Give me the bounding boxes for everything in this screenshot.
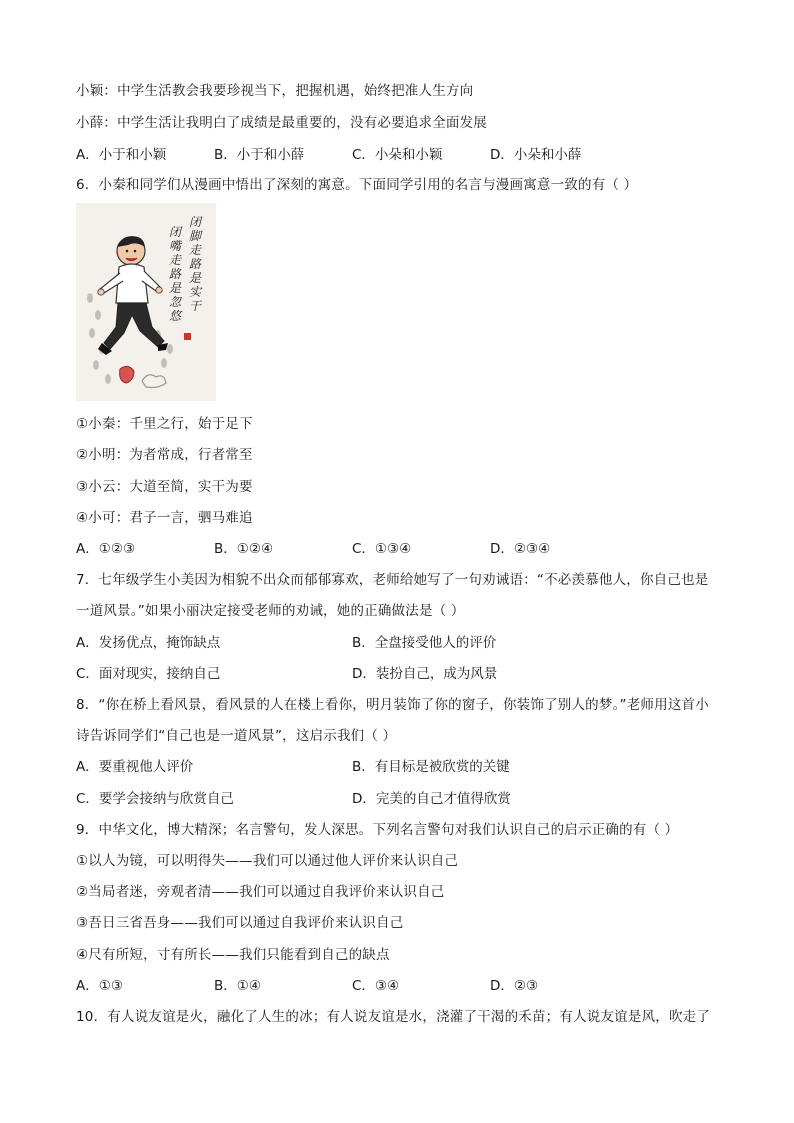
option-c: C．要学会接纳与欣赏自己 (76, 791, 234, 807)
question-7-line-1: 7．七年级学生小美因为相貌不出众而郁郁寡欢，老师给她写了一句劝诫语：“不必羡慕他人，你自己也是 (76, 572, 709, 588)
option-a: A．发扬优点，掩饰缺点 (76, 635, 221, 651)
option-d: D．小朵和小薛 (490, 147, 582, 163)
option-c: C．面对现实，接纳自己 (76, 666, 221, 682)
statement-1: ①小秦：千里之行，始于足下 (76, 416, 253, 432)
statement-2: ②当局者迷，旁观者清——我们可以通过自我评价来认识自己 (76, 884, 445, 900)
text-line: 小薛：中学生活让我明白了成绩是最重要的，没有必要追求全面发展 (76, 115, 487, 131)
question-8-line-1: 8．“你在桥上看风景，看风景的人在楼上看你，明月装饰了你的窗子，你装饰了别人的梦。”老师用这首小 (76, 697, 709, 713)
text-line: 小颖：中学生活教会我要珍视当下，把握机遇，始终把准人生方向 (76, 83, 474, 99)
statement-2: ②小明：为者常成，行者常至 (76, 447, 253, 463)
statement-3: ③小云：大道至简，实干为要 (76, 479, 253, 495)
statement-3: ③吾日三省吾身——我们可以通过自我评价来认识自己 (76, 915, 404, 931)
question-9: 9．中华文化，博大精深；名言警句，发人深思。下列名言警句对我们认识自己的启示正确的有（ ） (76, 822, 679, 838)
question-10: 10．有人说友谊是火，融化了人生的冰；有人说友谊是水，浇灌了干渴的禾苗；有人说友谊是风，吹走了 (76, 1009, 711, 1025)
option-c: C．③④ (352, 978, 400, 994)
statement-4: ④小可：君子一言，驷马难追 (76, 510, 253, 526)
option-d: D．②③④ (490, 541, 551, 557)
option-b: B．全盘接受他人的评价 (352, 635, 497, 651)
option-d: D．完美的自己才值得欣赏 (352, 791, 511, 807)
question-7-line-2: 一道风景。”如果小丽决定接受老师的劝诫，她的正确做法是（ ） (76, 603, 465, 619)
question-8-line-2: 诗告诉同学们“自己也是一道风景”，这启示我们（ ） (76, 728, 397, 744)
cartoon-caption-left: 闭嘴走路是忽悠 (169, 225, 182, 323)
option-a: A．①③ (76, 978, 123, 994)
option-b: B．有目标是被欣赏的关键 (352, 759, 510, 775)
statement-1: ①以人为镜，可以明得失——我们可以通过他人评价来认识自己 (76, 853, 459, 869)
option-a: A．①②③ (76, 541, 136, 557)
statement-4: ④尺有所短，寸有所长——我们只能看到自己的缺点 (76, 947, 390, 963)
option-b: B．①④ (214, 978, 261, 994)
cartoon-image (76, 203, 216, 401)
question-6: 6．小秦和同学们从漫画中悟出了深刻的寓意。下面同学引用的名言与漫画寓意一致的有（ ） (76, 177, 638, 193)
option-a: A．小于和小颖 (76, 147, 167, 163)
option-c: C．①③④ (352, 541, 412, 557)
option-a: A．要重视他人评价 (76, 759, 194, 775)
option-b: B．①②④ (214, 541, 274, 557)
option-b: B．小于和小薛 (214, 147, 305, 163)
option-c: C．小朵和小颖 (352, 147, 443, 163)
option-d: D．装扮自己，成为风景 (352, 666, 498, 682)
cartoon-caption-right: 闭脚走路是实干 (189, 215, 202, 313)
option-d: D．②③ (490, 978, 539, 994)
